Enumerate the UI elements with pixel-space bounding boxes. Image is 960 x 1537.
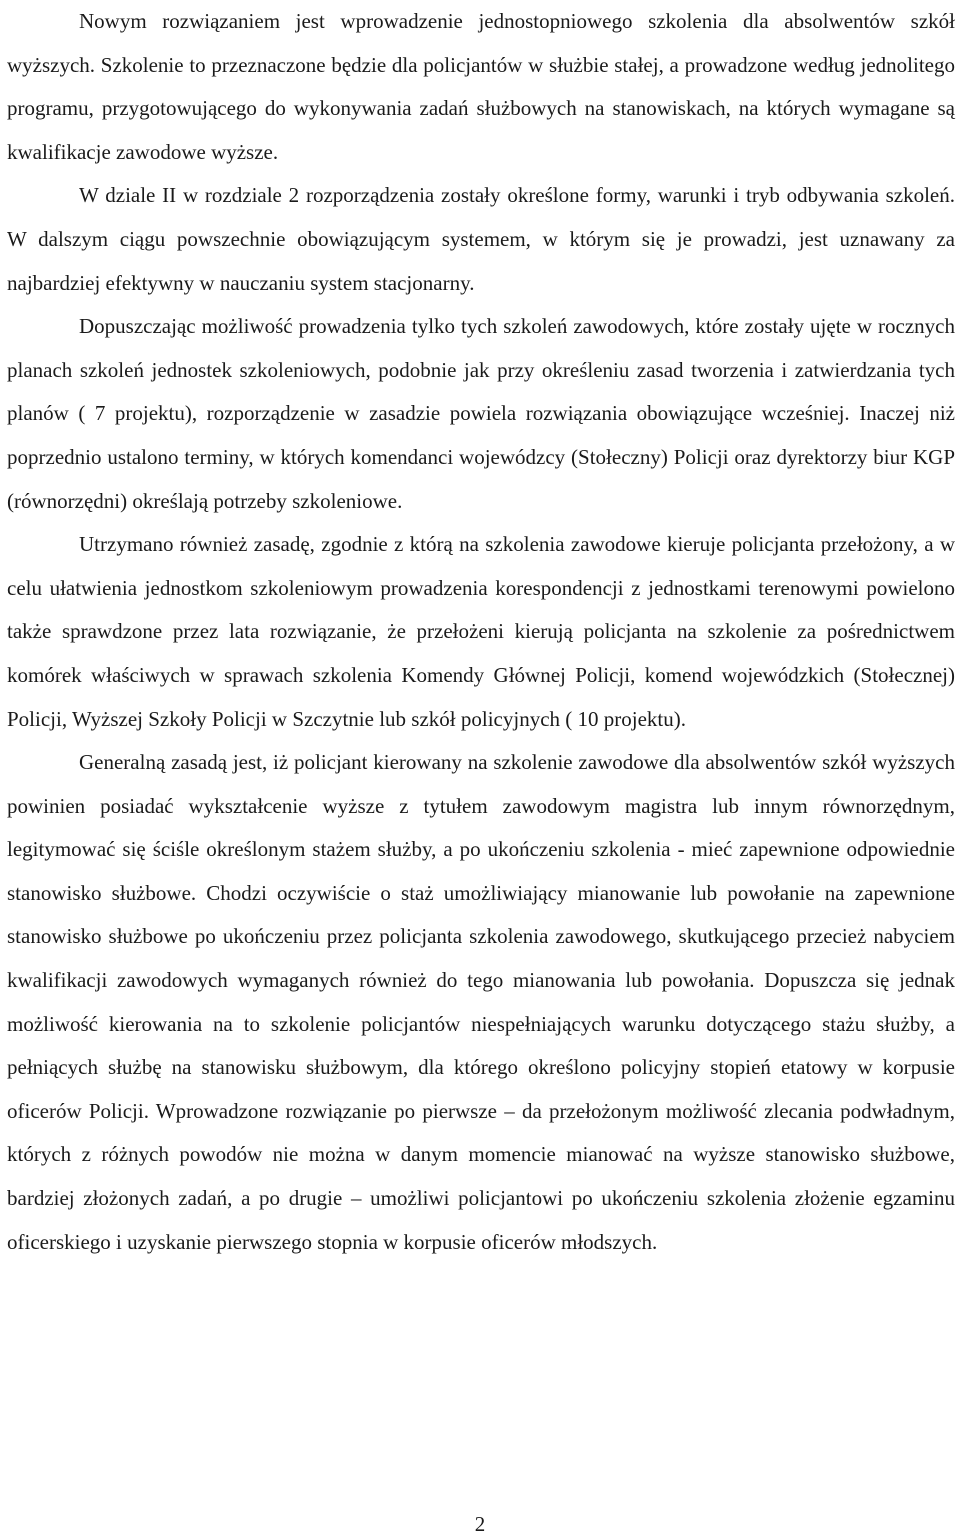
- paragraph-referral: Utrzymano również zasadę, zgodnie z którą na szkolenia zawodowe kieruje policjanta przełożony, a w celu ułatwienia jednostkom szkoleniowym prowadzenia korespondencji z jednostkami terenowymi powielono także sprawdzone przez lata rozwiązanie, że przełożeni kierują policjanta na szkolenie za pośrednictwem komórek właściwych w sprawach szkolenia Komendy Głównej Policji, komend wojewódzkich (Stołecznej) Policji, Wyższej Szkoły Policji w Szczytnie lub szkół policyjnych ( 10 projektu).: [7, 532, 955, 731]
- paragraph-intro: Nowym rozwiązaniem jest wprowadzenie jednostopniowego szkolenia dla absolwentów szkół wyższych. Szkolenie to przeznaczone będzie dla policjantów w służbie stałej, a prowadzone według jednolitego programu, przygotowującego do wykonywania zadań służbowych na stanowiskach, na których wymagane są kwalifikacje zawodowe wyższe.: [7, 9, 955, 164]
- paragraph-general-rule: Generalną zasadą jest, iż policjant kierowany na szkolenie zawodowe dla absolwentów szkół wyższych powinien posiadać wykształcenie wyższe z tytułem zawodowym magistra lub innym równorzędnym, legitymować się ściśle określonym stażem służby, a po ukończeniu szkolenia - mieć zapewnione odpowiednie stanowisko służbowe. Chodzi oczywiście o staż umożliwiający mianowanie lub powołanie na zapewnione stanowisko służbowe po ukończeniu przez policjanta szkolenia zawodowego, skutkującego przecież nabyciem kwalifikacji zawodowych wymaganych również do tego mianowania lub powołania. Dopuszcza się jednak możliwość kierowania na to szkolenie policjantów niespełniających warunku dotyczącego stażu służby, a pełniących służbę na stanowisku służbowym, dla którego określono policyjny stopień etatowy w korpusie oficerów Policji. Wprowadzone rozwiązanie po pierwsze – da przełożonym możliwość zlecania podwładnym, których z różnych powodów nie można w danym momencie mianować na wyższe stanowisko służbowe, bardziej złożonych zadań, a po drugie – umożliwi policjantowi po ukończeniu szkolenia złożenie egzaminu oficerskiego i uzyskanie pierwszego stopnia w korpusie oficerów młodszych.: [7, 750, 955, 1254]
- document-page: [7, 0, 955, 1264]
- paragraph-forms: W dziale II w rozdziale 2 rozporządzenia zostały określone formy, warunki i tryb odbywania szkoleń. W dalszym ciągu powszechnie obowiązującym systemem, w którym się je prowadzi, jest uznawany za najbardziej efektywny w nauczaniu system stacjonarny.: [7, 183, 955, 295]
- paragraph-plans: Dopuszczając możliwość prowadzenia tylko tych szkoleń zawodowych, które zostały ujęte w rocznych planach szkoleń jednostek szkoleniowych, podobnie jak przy określeniu zasad tworzenia i zatwierdzania tych planów ( 7 projektu), rozporządzenie w zasadzie powiela rozwiązania obowiązujące wcześniej. Inaczej niż poprzednio ustalono terminy, w których komendanci wojewódzcy (Stołeczny) Policji oraz dyrektorzy biur KGP (równorzędni) określają potrzeby szkoleniowe.: [7, 314, 955, 513]
- page-number: 2: [474, 1512, 486, 1536]
